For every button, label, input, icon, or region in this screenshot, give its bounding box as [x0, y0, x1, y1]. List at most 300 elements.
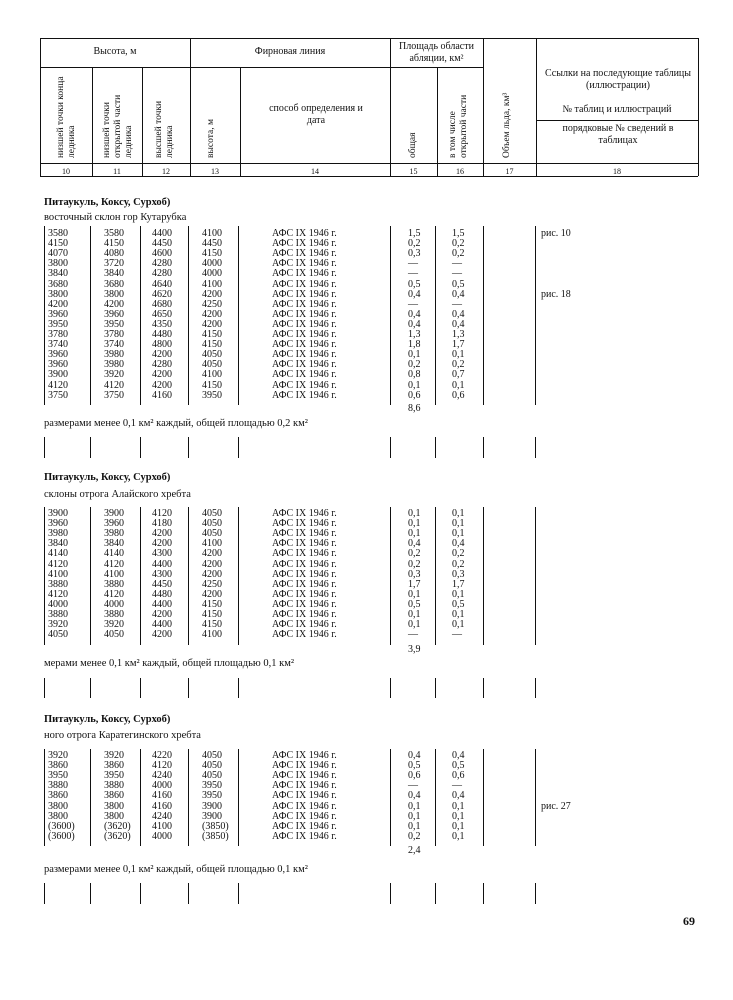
table-cell: АФС IX 1946 г.	[272, 389, 337, 401]
table-cell: АФС IX 1946 г.	[272, 308, 337, 320]
table-cell: 4450	[152, 238, 172, 250]
table-cell: 4100	[48, 568, 68, 580]
table-cell: 1,7	[408, 578, 421, 590]
table-cell: 0,1	[452, 518, 465, 530]
refs-sub2: порядковые № сведений в таблицах	[562, 123, 674, 146]
table-cell: 0,1	[408, 379, 421, 391]
table-cell: (3620)	[104, 830, 131, 842]
table-cell: 4280	[152, 268, 172, 280]
table-cell: 0,1	[408, 820, 421, 832]
table-cell: 3860	[48, 790, 68, 802]
column-divider	[44, 437, 45, 458]
table-cell: 4050	[202, 770, 222, 782]
table-cell: 0,2	[452, 359, 465, 371]
table-cell: 4120	[152, 508, 172, 519]
section-total: 8,6	[408, 403, 421, 414]
table-cell: 4100	[152, 820, 172, 832]
table-cell: 0,4	[408, 318, 421, 330]
table-cell: 0,5	[452, 598, 465, 610]
table-cell: 4400	[152, 558, 172, 570]
column-divider	[140, 226, 141, 405]
column-divider	[188, 437, 189, 458]
table-cell: 3950	[104, 318, 124, 330]
table-cell: 1,7	[452, 578, 465, 590]
table-cell: 3860	[48, 760, 68, 772]
table-cell: (3600)	[48, 820, 75, 832]
col-num: 18	[613, 167, 621, 176]
table-cell: 4200	[202, 318, 222, 330]
section-note: мерами менее 0,1 км² каждый, общей площадью 0,1 км²	[44, 658, 295, 669]
table-cell: 4480	[152, 588, 172, 600]
column-divider	[435, 226, 436, 405]
table-cell: 3900	[48, 369, 68, 381]
table-cell: 3780	[104, 329, 124, 340]
table-cell: 4120	[48, 379, 68, 391]
table-cell: 0,1	[452, 349, 465, 361]
column-divider	[435, 507, 436, 645]
col-firn-height: высота, м	[206, 119, 216, 158]
column-divider	[483, 883, 484, 904]
column-divider	[390, 226, 391, 405]
table-cell: 0,1	[452, 830, 465, 842]
table-cell: 3920	[104, 750, 124, 761]
table-cell: АФС IX 1946 г.	[272, 369, 337, 381]
table-cell: 4200	[202, 288, 222, 300]
table-cell: 3800	[48, 288, 68, 300]
table-cell: —	[408, 258, 418, 270]
column-divider	[188, 226, 189, 405]
table-cell: АФС IX 1946 г.	[272, 629, 337, 641]
table-cell: 0,4	[408, 288, 421, 300]
table-cell: 0,1	[452, 619, 465, 631]
table-cell: 3800	[48, 810, 68, 822]
table-cell: 3800	[104, 810, 124, 822]
column-divider	[44, 749, 45, 846]
table-cell: 3780	[48, 329, 68, 340]
col-high: высшей точки ледника	[154, 100, 175, 158]
table-cell: 0,1	[408, 508, 421, 519]
table-cell: 4050	[202, 518, 222, 530]
column-divider	[90, 226, 91, 405]
table-cell: 0,5	[408, 760, 421, 772]
table-cell: 4050	[202, 349, 222, 361]
column-divider	[44, 507, 45, 645]
table-cell: 1,5	[408, 228, 421, 239]
table-cell: —	[408, 298, 418, 310]
table-cell: 0,1	[408, 810, 421, 822]
table-row	[0, 370, 733, 380]
refs-label: Ссылки на последующие таблицы (иллюстрации)	[545, 68, 692, 91]
table-cell: 4000	[152, 830, 172, 842]
table-cell: АФС IX 1946 г.	[272, 518, 337, 530]
col-num: 12	[162, 167, 170, 176]
column-divider	[238, 226, 239, 405]
column-divider	[140, 749, 141, 846]
column-divider	[90, 678, 91, 698]
table-cell: 4160	[152, 389, 172, 401]
table-cell: 4100	[202, 228, 222, 239]
table-cell: 3950	[202, 790, 222, 802]
column-divider	[483, 507, 484, 645]
column-divider	[188, 507, 189, 645]
table-cell: 4120	[104, 588, 124, 600]
table-cell: 3920	[48, 750, 68, 761]
table-cell: 3840	[48, 538, 68, 550]
table-cell: АФС IX 1946 г.	[272, 349, 337, 361]
section-note: размерами менее 0,1 км² каждый, общей площадью 0,1 км²	[44, 864, 308, 875]
table-cell: АФС IX 1946 г.	[272, 820, 337, 832]
table-cell: 4200	[152, 349, 172, 361]
table-cell: 4050	[202, 359, 222, 371]
column-divider	[238, 507, 239, 645]
table-cell: 3880	[48, 780, 68, 792]
table-cell: 1,7	[452, 339, 465, 351]
column-divider	[188, 883, 189, 904]
table-cell: 4200	[152, 528, 172, 540]
table-cell: 4070	[48, 248, 68, 260]
table-cell: 3900	[202, 810, 222, 822]
table-cell: —	[408, 629, 418, 641]
table-cell: АФС IX 1946 г.	[272, 810, 337, 822]
table-cell: 4200	[152, 609, 172, 620]
table-cell: 0,2	[452, 558, 465, 570]
table-cell: 0,1	[452, 528, 465, 540]
table-cell: 0,2	[408, 558, 421, 570]
col-low-end: низшей точки конца ледника	[56, 76, 77, 158]
table-cell: 0,1	[452, 588, 465, 600]
col-method: способ определения и дата	[269, 103, 363, 126]
column-divider	[140, 883, 141, 904]
table-cell: 3880	[104, 780, 124, 792]
col-ice: Объем льда, км³	[502, 92, 512, 158]
table-cell: 0,1	[452, 508, 465, 519]
table-cell: АФС IX 1946 г.	[272, 508, 337, 519]
table-cell: 0,1	[408, 609, 421, 620]
table-cell: АФС IX 1946 г.	[272, 760, 337, 772]
table-cell: 3800	[48, 258, 68, 270]
table-cell: 4000	[104, 598, 124, 610]
table-cell: 4650	[152, 308, 172, 320]
table-cell: 4050	[48, 629, 68, 641]
table-row	[0, 269, 733, 279]
table-cell: АФС IX 1946 г.	[272, 359, 337, 371]
table-cell: 4000	[48, 598, 68, 610]
table-cell: 4100	[104, 568, 124, 580]
column-divider	[140, 437, 141, 458]
column-divider	[188, 678, 189, 698]
table-cell: 1,3	[408, 329, 421, 340]
table-cell: АФС IX 1946 г.	[272, 830, 337, 842]
table-row	[0, 802, 733, 812]
table-cell: —	[408, 780, 418, 792]
table-cell: 4050	[202, 508, 222, 519]
table-cell: 3960	[48, 308, 68, 320]
section-note: размерами менее 0,1 км² каждый, общей площадью 0,2 км²	[44, 418, 308, 429]
table-cell: рис. 10	[541, 228, 571, 239]
height-label: Высота, м	[93, 46, 137, 57]
table-cell: 4280	[152, 359, 172, 371]
col-num: 13	[211, 167, 219, 176]
ablation-label: Площадь области абляции, км²	[399, 41, 474, 64]
table-cell: 3740	[48, 339, 68, 351]
table-cell: 0,3	[408, 568, 421, 580]
table-cell: 4100	[202, 278, 222, 290]
table-cell: АФС IX 1946 г.	[272, 780, 337, 792]
column-divider	[90, 507, 91, 645]
table-cell: 0,1	[452, 800, 465, 812]
table-cell: 4000	[202, 258, 222, 270]
table-cell: 4300	[152, 568, 172, 580]
table-cell: АФС IX 1946 г.	[272, 598, 337, 610]
table-cell: 0,6	[408, 770, 421, 782]
table-cell: (3620)	[104, 820, 131, 832]
table-cell: —	[452, 780, 462, 792]
table-cell: 0,2	[408, 359, 421, 371]
table-cell: 4120	[48, 588, 68, 600]
table-cell: АФС IX 1946 г.	[272, 578, 337, 590]
table-cell: 4200	[202, 548, 222, 560]
table-cell: 0,4	[408, 750, 421, 761]
table-cell: 3980	[104, 528, 124, 540]
table-cell: 4480	[152, 329, 172, 340]
column-divider	[435, 883, 436, 904]
table-cell: 3950	[202, 389, 222, 401]
table-cell: 4240	[152, 770, 172, 782]
table-cell: 0,2	[452, 238, 465, 250]
table-cell: 3960	[104, 308, 124, 320]
table-cell: 0,2	[408, 548, 421, 560]
table-cell: 4100	[202, 629, 222, 641]
table-cell: 3880	[48, 578, 68, 590]
table-cell: 3960	[104, 518, 124, 530]
section-total: 2,4	[408, 845, 421, 856]
column-divider	[390, 678, 391, 698]
table-row	[0, 630, 733, 640]
column-divider	[90, 883, 91, 904]
table-cell: 4180	[152, 518, 172, 530]
table-cell: 4450	[202, 238, 222, 250]
column-divider	[140, 678, 141, 698]
column-divider	[483, 678, 484, 698]
table-cell: 4150	[202, 248, 222, 260]
section-subtitle: восточный склон гор Кутарубка	[44, 212, 187, 223]
table-cell: АФС IX 1946 г.	[272, 609, 337, 620]
table-cell: 4150	[202, 609, 222, 620]
col-num: 14	[311, 167, 319, 176]
table-cell: 4200	[152, 538, 172, 550]
col-low-open: низшей точки открытой части ледника	[102, 94, 134, 158]
table-cell: АФС IX 1946 г.	[272, 558, 337, 570]
column-divider	[535, 749, 536, 846]
table-cell: 4150	[202, 329, 222, 340]
column-divider	[390, 437, 391, 458]
table-cell: 0,4	[452, 318, 465, 330]
column-divider	[535, 678, 536, 698]
table-cell: 3800	[48, 800, 68, 812]
col-num: 10	[62, 167, 70, 176]
table-cell: 4280	[152, 258, 172, 270]
table-cell: 4200	[202, 588, 222, 600]
table-cell: 3880	[48, 609, 68, 620]
table-cell: АФС IX 1946 г.	[272, 538, 337, 550]
table-cell: (3850)	[202, 830, 229, 842]
table-cell: 0,2	[408, 830, 421, 842]
column-divider	[238, 437, 239, 458]
table-cell: 4050	[202, 760, 222, 772]
table-cell: —	[452, 629, 462, 641]
page-number: 69	[683, 914, 695, 928]
table-cell: 3950	[104, 770, 124, 782]
table-cell: 0,1	[452, 609, 465, 620]
table-cell: 0,5	[408, 278, 421, 290]
table-cell: 4220	[152, 750, 172, 761]
table-cell: 3840	[104, 268, 124, 280]
table-cell: 4100	[202, 538, 222, 550]
table-cell: 3860	[104, 760, 124, 772]
table-cell: 0,2	[452, 248, 465, 260]
table-cell: 4150	[202, 339, 222, 351]
table-cell: 0,1	[452, 810, 465, 822]
table-cell: 4200	[202, 568, 222, 580]
table-cell: АФС IX 1946 г.	[272, 248, 337, 260]
table-cell: 3580	[104, 228, 124, 239]
table-cell: 4300	[152, 548, 172, 560]
table-cell: АФС IX 1946 г.	[272, 548, 337, 560]
table-row	[0, 832, 733, 842]
column-divider	[90, 749, 91, 846]
table-cell: 3800	[104, 288, 124, 300]
table-cell: 3950	[48, 770, 68, 782]
col-num: 16	[456, 167, 464, 176]
table-cell: 0,1	[452, 820, 465, 832]
table-cell: 4140	[104, 548, 124, 560]
table-cell: АФС IX 1946 г.	[272, 770, 337, 782]
table-cell: 4620	[152, 288, 172, 300]
column-divider	[535, 507, 536, 645]
table-cell: 0,6	[452, 770, 465, 782]
col-total: общая	[408, 132, 418, 158]
table-cell: 4150	[202, 598, 222, 610]
firn-label: Фирновая линия	[254, 46, 326, 57]
table-cell: 4200	[202, 308, 222, 320]
section-title: Питаукуль, Коксу, Сурхоб)	[44, 472, 171, 483]
table-cell: 0,7	[452, 369, 465, 381]
table-cell: 4100	[202, 369, 222, 381]
column-divider	[535, 226, 536, 405]
table-cell: 0,1	[408, 349, 421, 361]
table-cell: 4160	[152, 790, 172, 802]
column-divider	[44, 678, 45, 698]
column-divider	[535, 883, 536, 904]
refs-sub1: № таблиц и иллюстраций	[562, 104, 672, 115]
table-cell: АФС IX 1946 г.	[272, 278, 337, 290]
table-cell: 4000	[202, 268, 222, 280]
table-cell: 0,1	[452, 379, 465, 391]
table-cell: (3850)	[202, 820, 229, 832]
table-cell: 0,4	[452, 750, 465, 761]
table-cell: 3800	[104, 800, 124, 812]
table-cell: 3920	[104, 619, 124, 631]
table-cell: АФС IX 1946 г.	[272, 238, 337, 250]
table-cell: АФС IX 1946 г.	[272, 288, 337, 300]
table-cell: АФС IX 1946 г.	[272, 619, 337, 631]
table-cell: 0,4	[452, 790, 465, 802]
column-divider	[90, 437, 91, 458]
table-cell: 4050	[202, 528, 222, 540]
table-cell: 4250	[202, 298, 222, 310]
table-cell: 4680	[152, 298, 172, 310]
table-cell: 0,4	[452, 538, 465, 550]
table-cell: 4250	[202, 578, 222, 590]
table-cell: 4400	[152, 619, 172, 631]
table-cell: АФС IX 1946 г.	[272, 568, 337, 580]
table-cell: 0,4	[408, 308, 421, 320]
table-cell: 0,1	[408, 518, 421, 530]
column-divider	[238, 749, 239, 846]
table-cell: 4120	[104, 379, 124, 391]
table-cell: 4150	[202, 619, 222, 631]
table-cell: 0,1	[408, 588, 421, 600]
table-cell: 3960	[48, 359, 68, 371]
column-divider	[483, 226, 484, 405]
table-cell: АФС IX 1946 г.	[272, 800, 337, 812]
column-divider	[483, 437, 484, 458]
table-cell: 0,4	[452, 288, 465, 300]
column-divider	[238, 678, 239, 698]
table-cell: 3900	[48, 508, 68, 519]
table-cell: 0,4	[408, 790, 421, 802]
table-cell: 3750	[48, 389, 68, 401]
table-cell: —	[452, 298, 462, 310]
table-cell: 3960	[48, 349, 68, 361]
table-row	[0, 549, 733, 559]
table-row	[0, 381, 733, 391]
table-cell: 4120	[48, 558, 68, 570]
table-cell: 4240	[152, 810, 172, 822]
table-cell: 3580	[48, 228, 68, 239]
table-cell: 4200	[202, 558, 222, 570]
table-cell: 0,1	[408, 800, 421, 812]
table-cell: рис. 27	[541, 800, 571, 812]
table-cell: 0,3	[452, 568, 465, 580]
table-cell: 4800	[152, 339, 172, 351]
table-cell: 3740	[104, 339, 124, 351]
table-cell: 4640	[152, 278, 172, 290]
table-cell: АФС IX 1946 г.	[272, 790, 337, 802]
table-cell: 4600	[152, 248, 172, 260]
section-subtitle: ного отрога Каратегинского хребта	[44, 730, 201, 741]
table-cell: 4120	[104, 558, 124, 570]
table-cell: 3900	[202, 800, 222, 812]
table-cell: 0,6	[408, 389, 421, 401]
table-cell: 4150	[104, 238, 124, 250]
table-cell: 4400	[152, 598, 172, 610]
table-cell: 4200	[152, 369, 172, 381]
table-cell: 3920	[104, 369, 124, 381]
table-cell: 3920	[48, 619, 68, 631]
column-divider	[483, 749, 484, 846]
column-divider	[188, 749, 189, 846]
table-cell: 0,1	[408, 528, 421, 540]
table-cell: 3680	[104, 278, 124, 290]
column-divider	[390, 749, 391, 846]
table-cell: 3840	[104, 538, 124, 550]
table-cell: 0,6	[452, 389, 465, 401]
section-subtitle: склоны отрога Алайского хребта	[44, 489, 191, 500]
table-cell: АФС IX 1946 г.	[272, 298, 337, 310]
section-title: Питаукуль, Коксу, Сурхоб)	[44, 197, 171, 208]
table-cell: 3750	[104, 389, 124, 401]
